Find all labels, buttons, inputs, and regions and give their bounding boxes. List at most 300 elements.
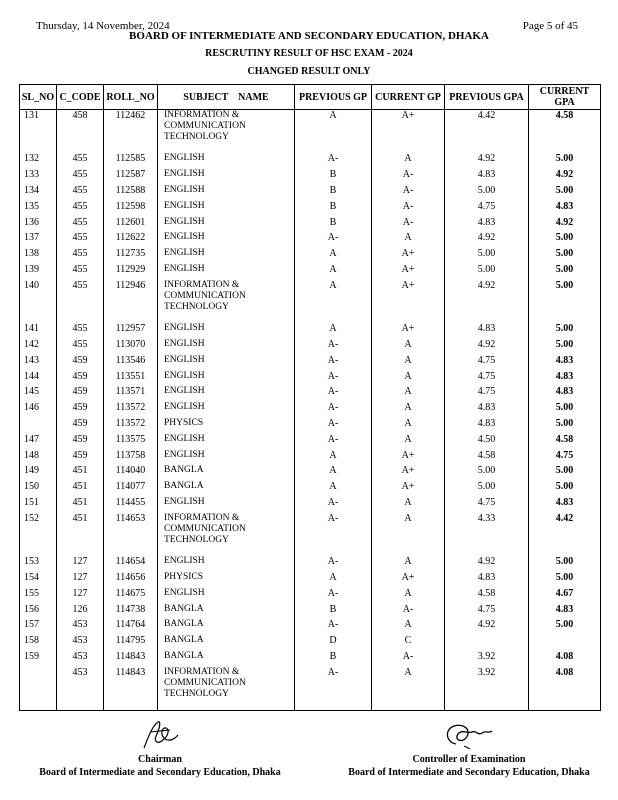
- cell-current-gpa: 5.00: [529, 248, 601, 264]
- cell-subject: ENGLISH: [158, 217, 295, 233]
- cell-sl: 157: [20, 619, 57, 635]
- cell-previous-gp: A: [295, 264, 372, 280]
- cell-current-gp: A: [372, 497, 445, 513]
- cell-c-code: 455: [57, 264, 104, 280]
- cell-c-code: 455: [57, 339, 104, 355]
- cell-previous-gp: B: [295, 169, 372, 185]
- cell-current-gp: A: [372, 588, 445, 604]
- cell-roll: 114656: [104, 572, 158, 588]
- cell-c-code: 455: [57, 169, 104, 185]
- cell-sl: 152: [20, 513, 57, 556]
- col-header-c-code: C_CODE: [57, 85, 104, 110]
- cell-subject: ENGLISH: [158, 450, 295, 466]
- cell-c-code: 455: [57, 323, 104, 339]
- cell-current-gpa: 5.00: [529, 339, 601, 355]
- cell-previous-gp: A: [295, 572, 372, 588]
- cell-current-gpa: 4.83: [529, 355, 601, 371]
- cell-roll: 112735: [104, 248, 158, 264]
- cell-current-gp: A: [372, 232, 445, 248]
- cell-sl: 141: [20, 323, 57, 339]
- cell-subject: INFORMATION & COMMUNICATION TECHNOLOGY: [158, 667, 295, 711]
- cell-current-gpa: 5.00: [529, 418, 601, 434]
- cell-subject: ENGLISH: [158, 232, 295, 248]
- col-header-sl: SL_NO: [20, 85, 57, 110]
- cell-subject: PHYSICS: [158, 418, 295, 434]
- cell-previous-gpa: 4.42: [445, 110, 529, 154]
- table-row: [20, 402, 601, 418]
- cell-previous-gpa: 4.92: [445, 556, 529, 572]
- cell-previous-gp: B: [295, 217, 372, 233]
- table-row: [20, 465, 601, 481]
- cell-current-gp: A: [372, 667, 445, 711]
- cell-roll: 114843: [104, 651, 158, 667]
- cell-previous-gp: A-: [295, 371, 372, 387]
- cell-subject: ENGLISH: [158, 169, 295, 185]
- cell-c-code: 451: [57, 497, 104, 513]
- cell-current-gpa: 5.00: [529, 556, 601, 572]
- cell-current-gpa: 5.00: [529, 465, 601, 481]
- cell-previous-gp: A-: [295, 402, 372, 418]
- cell-sl: 144: [20, 371, 57, 387]
- table-row: [20, 434, 601, 450]
- cell-subject: ENGLISH: [158, 402, 295, 418]
- cell-current-gpa: 4.83: [529, 386, 601, 402]
- cell-previous-gpa: 4.75: [445, 497, 529, 513]
- col-header-roll: ROLL_NO: [104, 85, 158, 110]
- cell-current-gp: A: [372, 386, 445, 402]
- cell-current-gp: A+: [372, 323, 445, 339]
- cell-sl: 142: [20, 339, 57, 355]
- cell-subject: ENGLISH: [158, 355, 295, 371]
- cell-c-code: 455: [57, 201, 104, 217]
- cell-subject: BANGLA: [158, 481, 295, 497]
- cell-current-gpa: 4.92: [529, 169, 601, 185]
- cell-c-code: 453: [57, 667, 104, 711]
- cell-previous-gp: B: [295, 651, 372, 667]
- cell-previous-gp: A-: [295, 355, 372, 371]
- table-row: [20, 572, 601, 588]
- cell-current-gpa: 5.00: [529, 572, 601, 588]
- cell-previous-gp: A: [295, 450, 372, 466]
- cell-previous-gpa: 4.92: [445, 339, 529, 355]
- cell-roll: 114654: [104, 556, 158, 572]
- cell-c-code: 459: [57, 434, 104, 450]
- cell-current-gpa: 5.00: [529, 402, 601, 418]
- cell-previous-gp: A-: [295, 667, 372, 711]
- cell-previous-gpa: 4.75: [445, 371, 529, 387]
- cell-previous-gpa: 4.58: [445, 450, 529, 466]
- cell-current-gpa: 4.08: [529, 667, 601, 711]
- controller-signature-block: [320, 718, 618, 778]
- cell-previous-gp: A-: [295, 556, 372, 572]
- controller-org: Board of Intermediate and Secondary Education, Dhaka: [348, 767, 590, 778]
- cell-current-gpa: 5.00: [529, 619, 601, 635]
- cell-sl: 145: [20, 386, 57, 402]
- cell-roll: 112587: [104, 169, 158, 185]
- cell-sl: 137: [20, 232, 57, 248]
- table-row: [20, 604, 601, 620]
- cell-current-gp: A+: [372, 110, 445, 154]
- cell-sl: [20, 667, 57, 711]
- cell-c-code: 126: [57, 604, 104, 620]
- cell-current-gp: A: [372, 153, 445, 169]
- controller-signature: [434, 718, 504, 752]
- cell-current-gpa: 4.67: [529, 588, 601, 604]
- cell-current-gp: C: [372, 635, 445, 651]
- cell-previous-gp: B: [295, 604, 372, 620]
- cell-previous-gpa: 4.83: [445, 572, 529, 588]
- cell-roll: 113572: [104, 402, 158, 418]
- table-row: [20, 418, 601, 434]
- cell-previous-gp: A-: [295, 386, 372, 402]
- cell-subject: ENGLISH: [158, 153, 295, 169]
- cell-c-code: 451: [57, 513, 104, 556]
- cell-c-code: 458: [57, 110, 104, 154]
- cell-previous-gp: A-: [295, 232, 372, 248]
- table-row: [20, 339, 601, 355]
- cell-roll: 114455: [104, 497, 158, 513]
- cell-roll: 112946: [104, 280, 158, 323]
- cell-current-gp: A+: [372, 264, 445, 280]
- cell-subject: ENGLISH: [158, 556, 295, 572]
- cell-previous-gpa: 4.83: [445, 402, 529, 418]
- cell-subject: BANGLA: [158, 619, 295, 635]
- cell-previous-gp: D: [295, 635, 372, 651]
- cell-subject: BANGLA: [158, 465, 295, 481]
- cell-current-gp: A+: [372, 450, 445, 466]
- table-row: [20, 355, 601, 371]
- cell-current-gp: A-: [372, 651, 445, 667]
- cell-previous-gpa: 4.33: [445, 513, 529, 556]
- cell-sl: 136: [20, 217, 57, 233]
- cell-subject: ENGLISH: [158, 264, 295, 280]
- cell-current-gpa: 4.92: [529, 217, 601, 233]
- cell-current-gp: A+: [372, 572, 445, 588]
- cell-current-gpa: 5.00: [529, 185, 601, 201]
- table-row: [20, 323, 601, 339]
- cell-sl: 150: [20, 481, 57, 497]
- cell-current-gp: A-: [372, 217, 445, 233]
- cell-sl: 132: [20, 153, 57, 169]
- cell-subject: BANGLA: [158, 635, 295, 651]
- cell-current-gp: A: [372, 434, 445, 450]
- page-number: Page 5 of 45: [522, 20, 578, 32]
- cell-sl: 134: [20, 185, 57, 201]
- cell-previous-gp: B: [295, 201, 372, 217]
- cell-current-gpa: 4.83: [529, 201, 601, 217]
- cell-sl: 149: [20, 465, 57, 481]
- cell-subject: INFORMATION & COMMUNICATION TECHNOLOGY: [158, 280, 295, 323]
- table-row: [20, 497, 601, 513]
- cell-sl: 146: [20, 402, 57, 418]
- cell-c-code: 455: [57, 280, 104, 323]
- board-title: BOARD OF INTERMEDIATE AND SECONDARY EDUCATION, DHAKA: [129, 30, 489, 42]
- cell-c-code: 459: [57, 386, 104, 402]
- cell-previous-gpa: [445, 635, 529, 651]
- cell-previous-gpa: 5.00: [445, 185, 529, 201]
- cell-roll: 114077: [104, 481, 158, 497]
- col-header-previous-gpa: PREVIOUS GPA: [445, 85, 529, 110]
- cell-subject: INFORMATION & COMMUNICATION TECHNOLOGY: [158, 110, 295, 154]
- cell-sl: 147: [20, 434, 57, 450]
- cell-c-code: 459: [57, 450, 104, 466]
- cell-current-gp: A: [372, 513, 445, 556]
- cell-c-code: 455: [57, 248, 104, 264]
- cell-previous-gp: A: [295, 323, 372, 339]
- changed-result-label: CHANGED RESULT ONLY: [247, 66, 371, 77]
- cell-previous-gp: A: [295, 110, 372, 154]
- result-subtitle: RESCRUTINY RESULT OF HSC EXAM - 2024: [205, 48, 413, 59]
- cell-roll: 112585: [104, 153, 158, 169]
- cell-roll: 114653: [104, 513, 158, 556]
- table-row: [20, 248, 601, 264]
- cell-sl: 140: [20, 280, 57, 323]
- cell-roll: 113575: [104, 434, 158, 450]
- cell-previous-gpa: 5.00: [445, 481, 529, 497]
- cell-previous-gpa: 4.75: [445, 201, 529, 217]
- cell-previous-gpa: 4.75: [445, 604, 529, 620]
- cell-previous-gp: A-: [295, 619, 372, 635]
- cell-sl: [20, 418, 57, 434]
- table-row: [20, 481, 601, 497]
- cell-current-gp: A: [372, 619, 445, 635]
- controller-title: Controller of Examination: [412, 754, 526, 765]
- cell-current-gp: A-: [372, 185, 445, 201]
- cell-previous-gpa: 5.00: [445, 465, 529, 481]
- cell-current-gpa: 5.00: [529, 481, 601, 497]
- cell-subject: ENGLISH: [158, 497, 295, 513]
- cell-subject: ENGLISH: [158, 201, 295, 217]
- cell-sl: 158: [20, 635, 57, 651]
- cell-c-code: 459: [57, 418, 104, 434]
- cell-previous-gp: A-: [295, 434, 372, 450]
- table-row: [20, 110, 601, 154]
- table-row: [20, 651, 601, 667]
- cell-sl: 156: [20, 604, 57, 620]
- print-date: Thursday, 14 November, 2024: [36, 20, 170, 32]
- cell-current-gp: A: [372, 371, 445, 387]
- cell-previous-gpa: 4.75: [445, 386, 529, 402]
- cell-previous-gp: A: [295, 248, 372, 264]
- cell-previous-gpa: 3.92: [445, 667, 529, 711]
- chairman-org: Board of Intermediate and Secondary Education, Dhaka: [39, 767, 281, 778]
- cell-subject: ENGLISH: [158, 371, 295, 387]
- cell-previous-gpa: 4.92: [445, 232, 529, 248]
- cell-subject: ENGLISH: [158, 588, 295, 604]
- cell-roll: 114764: [104, 619, 158, 635]
- cell-roll: 114040: [104, 465, 158, 481]
- cell-c-code: 455: [57, 217, 104, 233]
- cell-previous-gpa: 4.83: [445, 169, 529, 185]
- cell-c-code: 127: [57, 572, 104, 588]
- table-row: [20, 667, 601, 711]
- cell-current-gpa: 5.00: [529, 232, 601, 248]
- cell-roll: 112598: [104, 201, 158, 217]
- cell-sl: 155: [20, 588, 57, 604]
- cell-current-gpa: 4.08: [529, 651, 601, 667]
- cell-roll: 113571: [104, 386, 158, 402]
- cell-previous-gpa: 4.83: [445, 418, 529, 434]
- cell-c-code: 459: [57, 371, 104, 387]
- cell-c-code: 453: [57, 635, 104, 651]
- table-header-row: [20, 85, 601, 110]
- cell-roll: 113070: [104, 339, 158, 355]
- chairman-signature: [130, 718, 190, 752]
- cell-subject: BANGLA: [158, 604, 295, 620]
- table-row: [20, 386, 601, 402]
- cell-roll: 112601: [104, 217, 158, 233]
- cell-roll: 112588: [104, 185, 158, 201]
- table-row: [20, 371, 601, 387]
- cell-sl: 138: [20, 248, 57, 264]
- cell-previous-gpa: 4.58: [445, 588, 529, 604]
- cell-roll: 113758: [104, 450, 158, 466]
- cell-c-code: 453: [57, 619, 104, 635]
- cell-sl: 153: [20, 556, 57, 572]
- table-row: [20, 201, 601, 217]
- table-row: [20, 153, 601, 169]
- cell-current-gpa: 4.75: [529, 450, 601, 466]
- cell-current-gp: A: [372, 418, 445, 434]
- cell-current-gp: A-: [372, 169, 445, 185]
- cell-subject: ENGLISH: [158, 339, 295, 355]
- cell-sl: 154: [20, 572, 57, 588]
- cell-previous-gpa: 4.92: [445, 153, 529, 169]
- cell-current-gpa: [529, 635, 601, 651]
- cell-previous-gpa: 4.75: [445, 355, 529, 371]
- table-row: [20, 635, 601, 651]
- table-row: [20, 232, 601, 248]
- cell-sl: 151: [20, 497, 57, 513]
- cell-current-gp: A: [372, 556, 445, 572]
- chairman-title: Chairman: [138, 754, 182, 765]
- cell-c-code: 459: [57, 402, 104, 418]
- table-row: [20, 264, 601, 280]
- chairman-signature-block: [0, 718, 320, 778]
- cell-subject: ENGLISH: [158, 185, 295, 201]
- cell-current-gp: A: [372, 339, 445, 355]
- table-row: [20, 280, 601, 323]
- cell-current-gpa: 4.83: [529, 604, 601, 620]
- cell-c-code: 459: [57, 355, 104, 371]
- cell-current-gp: A-: [372, 604, 445, 620]
- cell-sl: 148: [20, 450, 57, 466]
- cell-current-gp: A: [372, 402, 445, 418]
- cell-current-gp: A-: [372, 201, 445, 217]
- cell-current-gpa: 4.83: [529, 497, 601, 513]
- table-row: [20, 619, 601, 635]
- col-header-current-gpa: CURRENT GPA: [529, 85, 601, 110]
- table-row: [20, 185, 601, 201]
- cell-current-gpa: 5.00: [529, 323, 601, 339]
- cell-previous-gp: A: [295, 481, 372, 497]
- cell-roll: 112622: [104, 232, 158, 248]
- cell-roll: 112462: [104, 110, 158, 154]
- cell-current-gpa: 5.00: [529, 280, 601, 323]
- cell-previous-gp: A-: [295, 153, 372, 169]
- cell-previous-gp: A: [295, 465, 372, 481]
- cell-c-code: 127: [57, 556, 104, 572]
- cell-current-gp: A+: [372, 481, 445, 497]
- cell-previous-gpa: 4.50: [445, 434, 529, 450]
- cell-previous-gpa: 4.92: [445, 280, 529, 323]
- cell-current-gp: A+: [372, 248, 445, 264]
- cell-previous-gpa: 4.83: [445, 217, 529, 233]
- cell-subject: ENGLISH: [158, 248, 295, 264]
- table-row: [20, 169, 601, 185]
- cell-previous-gp: A-: [295, 497, 372, 513]
- cell-c-code: 455: [57, 185, 104, 201]
- cell-roll: 114795: [104, 635, 158, 651]
- cell-current-gp: A+: [372, 280, 445, 323]
- cell-subject: BANGLA: [158, 651, 295, 667]
- cell-previous-gp: B: [295, 185, 372, 201]
- cell-previous-gp: A-: [295, 339, 372, 355]
- cell-current-gp: A: [372, 355, 445, 371]
- col-header-subject: SUBJECT NAME: [158, 85, 295, 110]
- cell-sl: 143: [20, 355, 57, 371]
- cell-roll: 113551: [104, 371, 158, 387]
- cell-sl: 135: [20, 201, 57, 217]
- cell-subject: INFORMATION & COMMUNICATION TECHNOLOGY: [158, 513, 295, 556]
- cell-previous-gpa: 3.92: [445, 651, 529, 667]
- cell-current-gpa: 4.58: [529, 110, 601, 154]
- cell-c-code: 451: [57, 481, 104, 497]
- cell-subject: PHYSICS: [158, 572, 295, 588]
- cell-previous-gpa: 4.92: [445, 619, 529, 635]
- cell-sl: 139: [20, 264, 57, 280]
- cell-current-gpa: 5.00: [529, 153, 601, 169]
- table-row: [20, 556, 601, 572]
- cell-subject: ENGLISH: [158, 386, 295, 402]
- cell-roll: 112957: [104, 323, 158, 339]
- cell-c-code: 453: [57, 651, 104, 667]
- cell-sl: 133: [20, 169, 57, 185]
- cell-current-gpa: 4.58: [529, 434, 601, 450]
- cell-current-gpa: 4.83: [529, 371, 601, 387]
- col-header-current-gp: CURRENT GP: [372, 85, 445, 110]
- cell-roll: 114738: [104, 604, 158, 620]
- cell-previous-gpa: 4.83: [445, 323, 529, 339]
- cell-roll: 113546: [104, 355, 158, 371]
- col-header-previous-gp: PREVIOUS GP: [295, 85, 372, 110]
- cell-current-gpa: 4.42: [529, 513, 601, 556]
- results-table: [19, 84, 601, 711]
- cell-sl: 131: [20, 110, 57, 154]
- cell-previous-gp: A-: [295, 418, 372, 434]
- table-row: [20, 217, 601, 233]
- cell-c-code: 455: [57, 232, 104, 248]
- cell-c-code: 451: [57, 465, 104, 481]
- cell-previous-gp: A-: [295, 513, 372, 556]
- cell-current-gp: A+: [372, 465, 445, 481]
- cell-roll: 113572: [104, 418, 158, 434]
- cell-roll: 114843: [104, 667, 158, 711]
- cell-previous-gpa: 5.00: [445, 248, 529, 264]
- cell-subject: ENGLISH: [158, 323, 295, 339]
- cell-previous-gp: A-: [295, 588, 372, 604]
- cell-subject: ENGLISH: [158, 434, 295, 450]
- table-row: [20, 450, 601, 466]
- cell-c-code: 127: [57, 588, 104, 604]
- cell-previous-gp: A: [295, 280, 372, 323]
- cell-sl: 159: [20, 651, 57, 667]
- cell-current-gpa: 5.00: [529, 264, 601, 280]
- cell-previous-gpa: 5.00: [445, 264, 529, 280]
- cell-roll: 112929: [104, 264, 158, 280]
- table-row: [20, 513, 601, 556]
- cell-c-code: 455: [57, 153, 104, 169]
